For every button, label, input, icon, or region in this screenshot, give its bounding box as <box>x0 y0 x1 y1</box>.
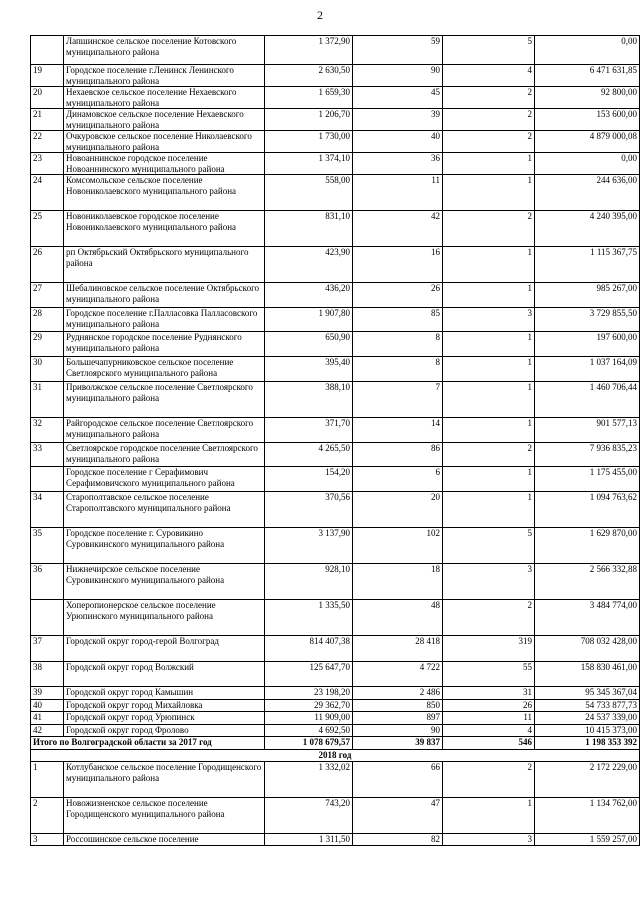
row-number: 30 <box>31 357 64 382</box>
row-number: 32 <box>31 418 64 443</box>
area-value: 3 137,90 <box>265 528 353 564</box>
sum-value: 7 936 835,23 <box>535 443 640 467</box>
settlement-name: Комсомольское сельское поселение Новониколаевского муниципального района <box>64 175 265 211</box>
area-value: 1 206,70 <box>265 109 353 131</box>
settlement-name: Городской округ город-герой Волгоград <box>64 636 265 662</box>
population-value: 11 <box>353 175 443 211</box>
population-value: 90 <box>353 65 443 87</box>
sum-value: 153 600,00 <box>535 109 640 131</box>
row-number: 40 <box>31 700 64 712</box>
sum-value: 0,00 <box>535 153 640 175</box>
sum-value: 197 600,00 <box>535 332 640 357</box>
sum-value: 95 345 367,04 <box>535 687 640 700</box>
sum-value: 4 879 000,08 <box>535 131 640 153</box>
population-value: 59 <box>353 36 443 65</box>
page-number: 2 <box>317 8 323 22</box>
objects-value: 5 <box>443 528 535 564</box>
row-number: 24 <box>31 175 64 211</box>
table-row <box>31 382 640 418</box>
area-value: 1 907,80 <box>265 308 353 332</box>
table-row <box>31 467 640 492</box>
table-row <box>31 211 640 247</box>
population-value: 86 <box>353 443 443 467</box>
table-row <box>31 798 640 834</box>
objects-value: 1 <box>443 492 535 528</box>
row-number: 35 <box>31 528 64 564</box>
row-number: 3 <box>31 834 64 846</box>
settlement-name: Руднянское городское поселение Руднянского муниципального района <box>64 332 265 357</box>
row-number: 31 <box>31 382 64 418</box>
area-value: 23 198,20 <box>265 687 353 700</box>
settlement-name: Городское поселение г.Ленинск Ленинского муниципального района <box>64 65 265 87</box>
sum-value: 708 032 428,00 <box>535 636 640 662</box>
area-value: 650,90 <box>265 332 353 357</box>
year-header: 2018 год <box>31 750 640 762</box>
table-row <box>31 443 640 467</box>
settlement-name: Городской округ город Михайловка <box>64 700 265 712</box>
sum-value: 3 484 774,00 <box>535 600 640 636</box>
objects-value: 1 <box>443 332 535 357</box>
table-row <box>31 87 640 109</box>
objects-value: 1 <box>443 247 535 283</box>
settlement-name: Нехаевское сельское поселение Нехаевского муниципального района <box>64 87 265 109</box>
population-value: 7 <box>353 382 443 418</box>
sum-value: 3 729 855,50 <box>535 308 640 332</box>
sum-value: 92 800,00 <box>535 87 640 109</box>
settlement-name: Очкуровское сельское поселение Николаевского муниципального района <box>64 131 265 153</box>
settlement-name: Городской округ город Урюпинск <box>64 712 265 725</box>
row-number: 23 <box>31 153 64 175</box>
area-value: 743,20 <box>265 798 353 834</box>
population-value: 82 <box>353 834 443 846</box>
total-label: Итого по Волгоградской области за 2017 год <box>31 737 265 750</box>
population-value: 2 486 <box>353 687 443 700</box>
population-value: 6 <box>353 467 443 492</box>
objects-value: 1 <box>443 798 535 834</box>
table-row <box>31 725 640 737</box>
table-row <box>31 36 640 65</box>
table-row <box>31 700 640 712</box>
sum-value: 1 559 257,00 <box>535 834 640 846</box>
area-value: 2 630,50 <box>265 65 353 87</box>
objects-value: 2 <box>443 131 535 153</box>
sum-value: 10 415 373,00 <box>535 725 640 737</box>
row-number: 22 <box>31 131 64 153</box>
area-value: 423,90 <box>265 247 353 283</box>
settlement-name: Городской округ город Фролово <box>64 725 265 737</box>
population-value: 102 <box>353 528 443 564</box>
area-value: 831,10 <box>265 211 353 247</box>
population-value: 26 <box>353 283 443 308</box>
table-row <box>31 762 640 798</box>
objects-value: 1 <box>443 467 535 492</box>
sum-value: 158 830 461,00 <box>535 662 640 687</box>
settlement-name: Городское поселение г Серафимович Серафимовичского муниципального района <box>64 467 265 492</box>
population-value: 48 <box>353 600 443 636</box>
row-number: 21 <box>31 109 64 131</box>
population-value: 90 <box>353 725 443 737</box>
population-value: 40 <box>353 131 443 153</box>
sum-value: 901 577,13 <box>535 418 640 443</box>
area-value: 558,00 <box>265 175 353 211</box>
settlement-name: Старополтавское сельское поселение Старополтавского муниципального района <box>64 492 265 528</box>
table-row <box>31 65 640 87</box>
total-area: 1 078 679,57 <box>265 737 353 750</box>
row-number: 20 <box>31 87 64 109</box>
settlement-name: Городской округ город Волжский <box>64 662 265 687</box>
sum-value: 1 175 455,00 <box>535 467 640 492</box>
row-number <box>31 600 64 636</box>
objects-value: 2 <box>443 211 535 247</box>
settlement-name: Большечапурниковское сельское поселение Светлоярского муниципального района <box>64 357 265 382</box>
table-row <box>31 418 640 443</box>
sum-value: 1 460 706,44 <box>535 382 640 418</box>
area-value: 1 311,50 <box>265 834 353 846</box>
objects-value: 1 <box>443 357 535 382</box>
row-number: 29 <box>31 332 64 357</box>
population-value: 8 <box>353 357 443 382</box>
area-value: 29 362,70 <box>265 700 353 712</box>
sum-value: 6 471 631,85 <box>535 65 640 87</box>
population-value: 18 <box>353 564 443 600</box>
total-objects: 546 <box>443 737 535 750</box>
area-value: 814 407,38 <box>265 636 353 662</box>
sum-value: 985 267,00 <box>535 283 640 308</box>
sum-value: 4 240 395,00 <box>535 211 640 247</box>
settlement-name: рп Октябрьский Октябрьского муниципального района <box>64 247 265 283</box>
settlement-name: Городское поселение г. Суровикино Суровикинского муниципального района <box>64 528 265 564</box>
objects-value: 4 <box>443 725 535 737</box>
area-value: 154,20 <box>265 467 353 492</box>
total-population: 39 837 <box>353 737 443 750</box>
row-number <box>31 467 64 492</box>
population-value: 39 <box>353 109 443 131</box>
row-number <box>31 36 64 65</box>
row-number: 28 <box>31 308 64 332</box>
area-value: 1 332,02 <box>265 762 353 798</box>
area-value: 1 374,10 <box>265 153 353 175</box>
settlement-name: Котлубанское сельское поселение Городищенского муниципального района <box>64 762 265 798</box>
row-number: 42 <box>31 725 64 737</box>
row-number: 41 <box>31 712 64 725</box>
objects-value: 1 <box>443 283 535 308</box>
objects-value: 319 <box>443 636 535 662</box>
table-row <box>31 636 640 662</box>
table-row <box>31 600 640 636</box>
objects-value: 1 <box>443 418 535 443</box>
area-value: 11 909,00 <box>265 712 353 725</box>
settlement-name: Динамовское сельское поселение Нехаевского муниципального района <box>64 109 265 131</box>
population-value: 850 <box>353 700 443 712</box>
area-value: 371,70 <box>265 418 353 443</box>
settlement-name: Приволжское сельское поселение Светлоярского муниципального района <box>64 382 265 418</box>
settlement-name: Райгородское сельское поселение Светлоярского муниципального района <box>64 418 265 443</box>
objects-value: 2 <box>443 762 535 798</box>
objects-value: 3 <box>443 834 535 846</box>
objects-value: 3 <box>443 308 535 332</box>
sum-value: 54 733 877,73 <box>535 700 640 712</box>
objects-value: 2 <box>443 443 535 467</box>
row-number: 33 <box>31 443 64 467</box>
table-row <box>31 492 640 528</box>
settlement-name: Городское поселение г.Палласовка Палласовского муниципального района <box>64 308 265 332</box>
objects-value: 3 <box>443 564 535 600</box>
objects-value: 5 <box>443 36 535 65</box>
table-row <box>31 712 640 725</box>
row-number: 19 <box>31 65 64 87</box>
settlement-name: Лапшинское сельское поселение Котовского муниципального района <box>64 36 265 65</box>
area-value: 1 730,00 <box>265 131 353 153</box>
sum-value: 1 629 870,00 <box>535 528 640 564</box>
table-row <box>31 662 640 687</box>
objects-value: 26 <box>443 700 535 712</box>
sum-value: 2 172 229,00 <box>535 762 640 798</box>
objects-value: 2 <box>443 87 535 109</box>
table-row <box>31 153 640 175</box>
resettlement-table <box>30 35 640 846</box>
table-row <box>31 247 640 283</box>
sum-value: 244 636,00 <box>535 175 640 211</box>
sum-value: 0,00 <box>535 36 640 65</box>
row-number: 39 <box>31 687 64 700</box>
table-row <box>31 834 640 846</box>
settlement-name: Новониколаевское городское поселение Новониколаевского муниципального района <box>64 211 265 247</box>
objects-value: 1 <box>443 153 535 175</box>
table-row <box>31 175 640 211</box>
population-value: 897 <box>353 712 443 725</box>
sum-value: 1 115 367,75 <box>535 247 640 283</box>
objects-value: 55 <box>443 662 535 687</box>
row-number: 34 <box>31 492 64 528</box>
settlement-name: Светлоярское городское поселение Светлоярского муниципального района <box>64 443 265 467</box>
objects-value: 2 <box>443 600 535 636</box>
sum-value: 1 037 164,09 <box>535 357 640 382</box>
population-value: 20 <box>353 492 443 528</box>
area-value: 388,10 <box>265 382 353 418</box>
area-value: 1 335,50 <box>265 600 353 636</box>
row-number: 38 <box>31 662 64 687</box>
objects-value: 1 <box>443 382 535 418</box>
row-number: 36 <box>31 564 64 600</box>
population-value: 8 <box>353 332 443 357</box>
total-sum: 1 198 353 392 <box>535 737 640 750</box>
row-number: 26 <box>31 247 64 283</box>
settlement-name: Новоаннинское городское поселение Новоаннинского муниципального района <box>64 153 265 175</box>
area-value: 436,20 <box>265 283 353 308</box>
year-header-row <box>31 750 640 762</box>
objects-value: 1 <box>443 175 535 211</box>
population-value: 16 <box>353 247 443 283</box>
table-row <box>31 283 640 308</box>
settlement-name: Шебалиновское сельское поселение Октябрьского муниципального района <box>64 283 265 308</box>
settlement-name: Россошинское сельское поселение <box>64 834 265 846</box>
sum-value: 24 537 339,00 <box>535 712 640 725</box>
settlement-name: Хоперопионерское сельское поселение Урюпинского муниципального района <box>64 600 265 636</box>
population-value: 4 722 <box>353 662 443 687</box>
objects-value: 4 <box>443 65 535 87</box>
table-row <box>31 528 640 564</box>
area-value: 928,10 <box>265 564 353 600</box>
area-value: 125 647,70 <box>265 662 353 687</box>
sum-value: 1 134 762,00 <box>535 798 640 834</box>
row-number: 1 <box>31 762 64 798</box>
table-row <box>31 332 640 357</box>
population-value: 28 418 <box>353 636 443 662</box>
population-value: 47 <box>353 798 443 834</box>
population-value: 42 <box>353 211 443 247</box>
settlement-name: Новожизненское сельское поселение Городищенского муниципального района <box>64 798 265 834</box>
table-row <box>31 109 640 131</box>
objects-value: 31 <box>443 687 535 700</box>
population-value: 14 <box>353 418 443 443</box>
population-value: 45 <box>353 87 443 109</box>
area-value: 395,40 <box>265 357 353 382</box>
total-row-2017 <box>31 737 640 750</box>
area-value: 1 659,30 <box>265 87 353 109</box>
table-row <box>31 687 640 700</box>
table-row <box>31 357 640 382</box>
sum-value: 2 566 332,88 <box>535 564 640 600</box>
objects-value: 2 <box>443 109 535 131</box>
population-value: 36 <box>353 153 443 175</box>
settlement-name: Городской округ город Камышин <box>64 687 265 700</box>
table-row <box>31 131 640 153</box>
area-value: 4 692,50 <box>265 725 353 737</box>
area-value: 1 372,90 <box>265 36 353 65</box>
row-number: 37 <box>31 636 64 662</box>
row-number: 2 <box>31 798 64 834</box>
population-value: 85 <box>353 308 443 332</box>
row-number: 27 <box>31 283 64 308</box>
population-value: 66 <box>353 762 443 798</box>
sum-value: 1 094 763,62 <box>535 492 640 528</box>
area-value: 4 265,50 <box>265 443 353 467</box>
table-row <box>31 308 640 332</box>
settlement-name: Нижнечирское сельское поселение Суровикинского муниципального района <box>64 564 265 600</box>
objects-value: 11 <box>443 712 535 725</box>
area-value: 370,56 <box>265 492 353 528</box>
row-number: 25 <box>31 211 64 247</box>
table-row <box>31 564 640 600</box>
